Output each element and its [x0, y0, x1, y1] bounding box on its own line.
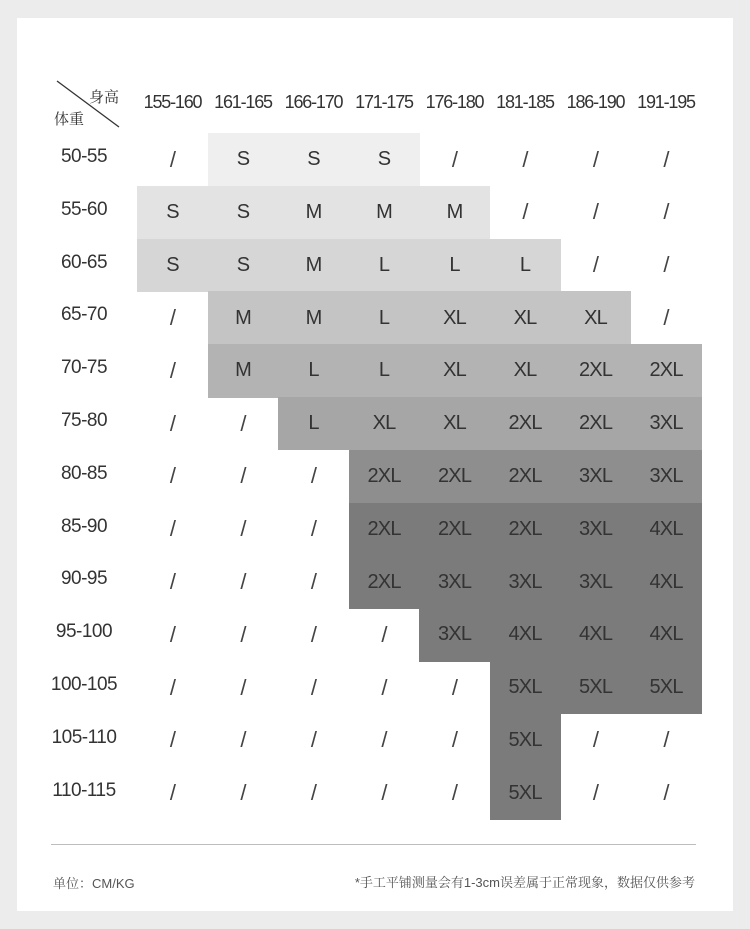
empty-cell: /: [310, 727, 317, 753]
size-cell: 3XL: [419, 608, 490, 661]
size-cell: S: [137, 239, 208, 292]
size-cell: 4XL: [631, 608, 702, 661]
empty-cell: /: [663, 780, 669, 806]
weight-label: 55-60: [60, 198, 108, 220]
size-cell: 2XL: [560, 397, 631, 450]
empty-cell: /: [381, 674, 387, 700]
size-cell: 3XL: [560, 503, 631, 556]
size-cell: 2XL: [349, 503, 420, 556]
size-cell: 4XL: [490, 608, 561, 661]
size-cell: L: [490, 239, 561, 292]
size-cell: 4XL: [631, 555, 702, 608]
empty-cell: /: [169, 516, 176, 542]
size-cell: XL: [419, 344, 490, 397]
size-cell: S: [137, 186, 208, 239]
size-cell: M: [278, 239, 349, 292]
empty-cell: /: [169, 569, 176, 595]
size-cell: 2XL: [490, 450, 561, 503]
empty-cell: /: [592, 727, 599, 753]
size-cell: S: [208, 186, 279, 239]
size-cell: S: [349, 133, 420, 186]
footer-divider: [51, 844, 696, 845]
weight-label: 100-105: [50, 674, 118, 695]
empty-cell: /: [310, 674, 317, 700]
weight-label: 110-115: [52, 779, 116, 801]
size-cell: XL: [490, 344, 561, 397]
empty-cell: /: [592, 780, 599, 806]
size-cell: L: [349, 344, 420, 397]
size-cell: 4XL: [631, 503, 702, 556]
size-cell: 3XL: [560, 555, 631, 608]
size-cell: 3XL: [419, 555, 490, 608]
size-cell: M: [278, 186, 349, 239]
empty-cell: /: [169, 621, 176, 647]
empty-cell: /: [451, 674, 458, 700]
size-cell: 2XL: [560, 344, 631, 397]
empty-cell: /: [240, 410, 246, 436]
weight-label: 80-85: [60, 462, 108, 484]
empty-cell: /: [169, 146, 176, 172]
empty-cell: /: [310, 569, 317, 595]
empty-cell: /: [381, 621, 387, 647]
weight-axis-label: 体重: [54, 111, 85, 128]
empty-cell: /: [169, 357, 176, 383]
empty-cell: /: [240, 463, 246, 489]
empty-cell: /: [240, 516, 246, 542]
size-cell: XL: [490, 291, 561, 344]
height-header: 176-180: [425, 92, 484, 112]
height-header: 166-170: [284, 92, 343, 112]
size-cell: XL: [419, 291, 490, 344]
empty-cell: /: [240, 674, 246, 700]
weight-label: 50-55: [60, 146, 108, 167]
size-cell: XL: [560, 291, 631, 344]
empty-cell: /: [169, 463, 176, 489]
size-cell: 3XL: [560, 450, 631, 503]
empty-cell: /: [169, 305, 176, 331]
size-cell: S: [208, 239, 279, 292]
empty-cell: /: [451, 727, 458, 753]
size-cell: 5XL: [490, 714, 561, 767]
size-cell: 5XL: [560, 661, 631, 714]
height-header: 191-195: [637, 92, 695, 112]
size-cell: L: [349, 291, 420, 344]
empty-cell: /: [663, 305, 669, 331]
empty-cell: /: [310, 780, 317, 806]
size-cell: XL: [419, 397, 490, 450]
empty-cell: /: [169, 410, 176, 436]
empty-cell: /: [663, 252, 669, 278]
empty-cell: /: [592, 199, 599, 225]
weight-label: 105-110: [51, 726, 117, 748]
height-header: 161-165: [214, 92, 272, 112]
empty-cell: /: [381, 780, 387, 806]
height-header: 171-175: [355, 92, 413, 112]
empty-cell: /: [240, 727, 246, 753]
size-cell: M: [349, 186, 420, 239]
size-cell: 3XL: [490, 555, 561, 608]
size-cell: 5XL: [490, 767, 561, 820]
size-cell: 4XL: [560, 608, 631, 661]
weight-label: 60-65: [60, 251, 108, 273]
empty-cell: /: [592, 252, 599, 278]
height-header: 181-185: [496, 92, 554, 112]
empty-cell: /: [169, 674, 176, 700]
weight-label: 90-95: [60, 568, 108, 590]
measurement-note: *手工平铺测量会有1-3cm误差属于正常现象，数据仅供参考: [354, 875, 695, 890]
empty-cell: /: [310, 621, 317, 647]
empty-cell: /: [169, 727, 176, 753]
unit-label: 单位：CM/KG: [53, 876, 135, 891]
size-cell: L: [278, 344, 349, 397]
size-cell: M: [278, 291, 349, 344]
empty-cell: /: [451, 146, 458, 172]
size-cell: 2XL: [419, 503, 490, 556]
size-cell: 2XL: [349, 450, 420, 503]
weight-label: 95-100: [55, 621, 113, 643]
empty-cell: /: [240, 569, 246, 595]
empty-cell: /: [381, 727, 387, 753]
weight-label: 70-75: [60, 357, 108, 379]
size-cell: S: [278, 133, 349, 186]
size-cell: 3XL: [631, 450, 702, 503]
empty-cell: /: [663, 146, 669, 172]
size-cell: L: [419, 239, 490, 292]
empty-cell: /: [451, 780, 458, 806]
size-cell: 2XL: [631, 344, 702, 397]
empty-cell: /: [663, 727, 669, 753]
size-cell: 2XL: [419, 450, 490, 503]
size-cell: S: [208, 133, 279, 186]
size-cell: 5XL: [490, 661, 561, 714]
weight-label: 65-70: [60, 304, 108, 326]
empty-cell: /: [240, 621, 246, 647]
height-axis-label: 身高: [89, 89, 120, 106]
size-cell: M: [208, 344, 279, 397]
size-cell: XL: [349, 397, 420, 450]
empty-cell: /: [240, 780, 246, 806]
height-header: 155-160: [143, 92, 202, 112]
size-cell: 2XL: [490, 503, 561, 556]
empty-cell: /: [663, 199, 669, 225]
size-cell: 2XL: [349, 555, 420, 608]
height-header: 186-190: [566, 92, 625, 112]
empty-cell: /: [310, 516, 317, 542]
size-cell: 2XL: [490, 397, 561, 450]
size-cell: 5XL: [631, 661, 702, 714]
size-cell: M: [208, 291, 279, 344]
weight-label: 85-90: [60, 515, 108, 537]
size-cell: L: [349, 239, 420, 292]
size-cell: 3XL: [631, 397, 702, 450]
empty-cell: /: [169, 780, 176, 806]
empty-cell: /: [310, 463, 317, 489]
empty-cell: /: [522, 146, 528, 172]
empty-cell: /: [522, 199, 528, 225]
weight-label: 75-80: [60, 410, 108, 431]
size-cell: L: [278, 397, 349, 450]
corner-header: [51, 78, 123, 130]
size-cell: M: [419, 186, 490, 239]
empty-cell: /: [592, 146, 599, 172]
